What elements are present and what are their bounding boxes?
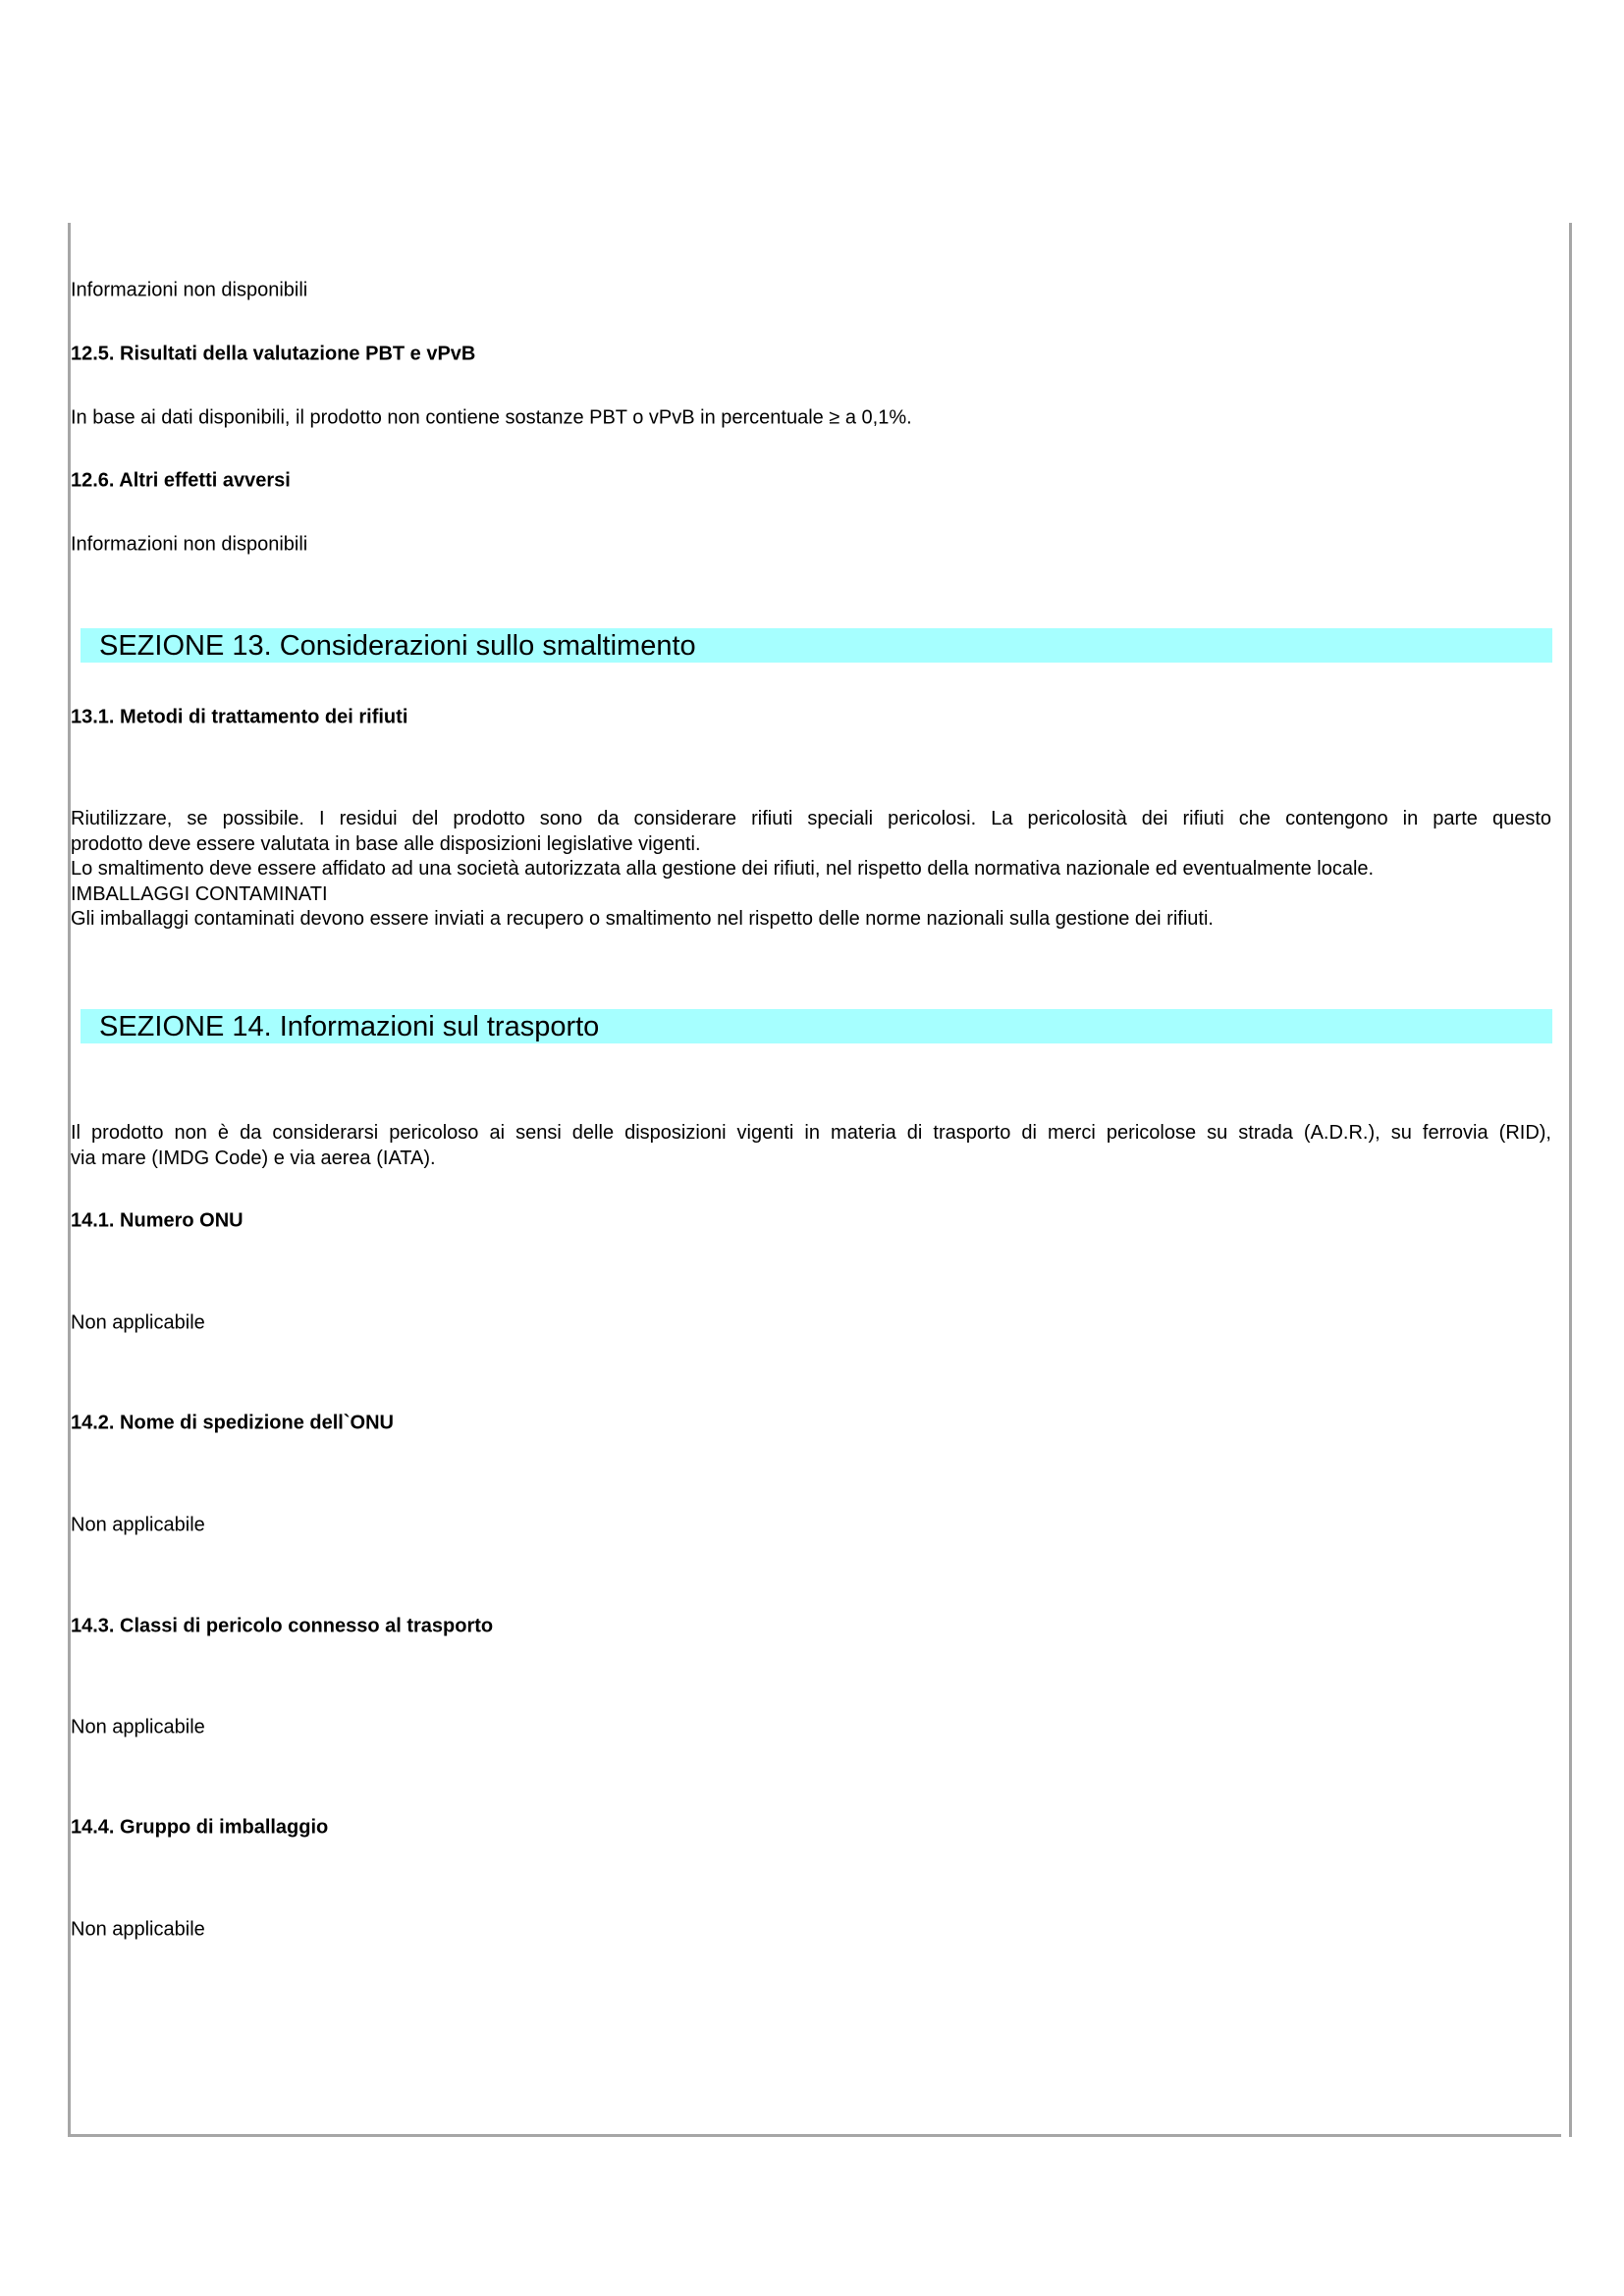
page-frame-left-border: [68, 223, 71, 2137]
section-14-1-heading: 14.1. Numero ONU: [71, 1209, 244, 1232]
section-13-header-band: [81, 628, 1552, 663]
section-13-1-paragraph: [71, 807, 1551, 933]
section-13-title: SEZIONE 13. Considerazioni sullo smaltimento: [99, 629, 696, 662]
section-14-3-heading: 14.3. Classi di pericolo connesso al trasporto: [71, 1615, 494, 1637]
section-14-title: SEZIONE 14. Informazioni sul trasporto: [99, 1010, 600, 1042]
paragraph-line: via mare (IMDG Code) e via aerea (IATA).: [71, 1147, 436, 1169]
section-14-3-value: Non applicabile: [71, 1716, 205, 1738]
section-12-5-heading: 12.5. Risultati della valutazione PBT e vPvB: [71, 343, 476, 365]
section-12-4-text: Informazioni non disponibili: [71, 279, 308, 301]
paragraph-line: prodotto deve essere valutata in base alle disposizioni legislative vigenti.: [71, 832, 701, 855]
section-12-6-heading: 12.6. Altri effetti avversi: [71, 469, 291, 492]
section-14-2-value: Non applicabile: [71, 1514, 205, 1536]
section-14-4-value: Non applicabile: [71, 1918, 205, 1941]
section-14-1-value: Non applicabile: [71, 1311, 205, 1334]
paragraph-line: Il prodotto non è da considerarsi pericoloso ai sensi delle disposizioni vigenti in materia di trasporto di merci pericolose su strada (A.D.R.), su ferrovia (RID),: [71, 1122, 1551, 1144]
page-frame-right-border: [1569, 223, 1572, 2137]
section-14-header-band: [81, 1009, 1552, 1043]
section-14-4-heading: 14.4. Gruppo di imballaggio: [71, 1816, 329, 1839]
paragraph-line: IMBALLAGGI CONTAMINATI: [71, 882, 328, 905]
paragraph-line: Riutilizzare, se possibile. I residui del prodotto sono da considerare rifiuti speciali pericolosi. La pericolosità dei rifiuti che contengono in parte questo: [71, 808, 1551, 829]
paragraph-line: Lo smaltimento deve essere affidato ad una società autorizzata alla gestione dei rifiuti, nel rispetto della normativa nazionale ed eventualmente locale.: [71, 858, 1375, 880]
section-14-intro-paragraph: [71, 1121, 1551, 1171]
section-12-5-text: In base ai dati disponibili, il prodotto non contiene sostanze PBT o vPvB in percentuale ≥ a 0,1%.: [71, 406, 912, 429]
page-frame-bottom-border: [68, 2134, 1561, 2137]
section-13-1-heading: 13.1. Metodi di trattamento dei rifiuti: [71, 706, 408, 728]
section-12-6-text: Informazioni non disponibili: [71, 533, 308, 556]
section-14-2-heading: 14.2. Nome di spedizione dell`ONU: [71, 1412, 394, 1434]
paragraph-line: Gli imballaggi contaminati devono essere inviati a recupero o smaltimento nel rispetto delle norme nazionali sulla gestione dei rifiuti.: [71, 908, 1214, 930]
